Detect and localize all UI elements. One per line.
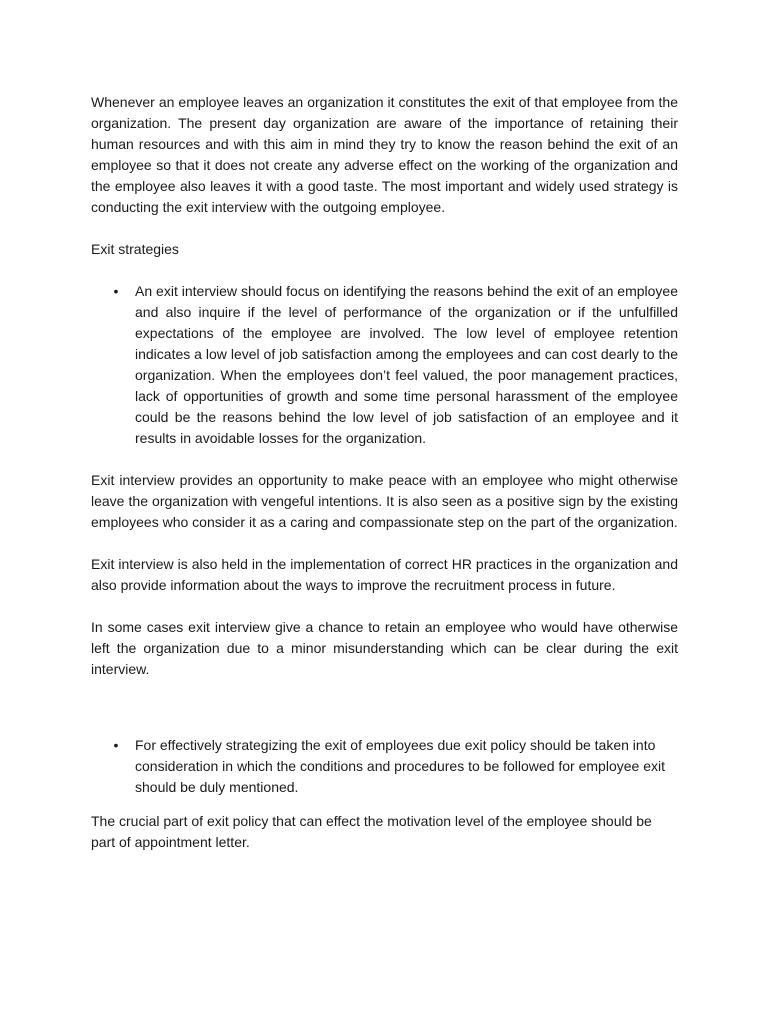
spacer xyxy=(91,218,678,239)
bullet-icon: • xyxy=(113,737,119,753)
closing-paragraph: The crucial part of exit policy that can effect the motivation level of the employee should be part of appointment letter. xyxy=(91,813,652,850)
section-heading: Exit strategies xyxy=(91,241,179,257)
paragraph-opportunity: Exit interview provides an opportunity to make peace with an employee who might otherwise leave the organization with vengeful intentions. It is also seen as a positive sign by the existing employees who consider it as a caring and compassionate step on the part of the organization. xyxy=(91,472,678,530)
spacer xyxy=(91,449,678,470)
spacer xyxy=(91,533,678,554)
bullet-list-1 xyxy=(91,281,678,449)
spacer xyxy=(91,260,678,281)
bullet-text: An exit interview should focus on identifying the reasons behind the exit of an employee and also inquire if the level of performance of the organization or if the unfulfilled expectations of the employee are involved. The low level of employee retention indicates a low level of job satisfaction among the employees and can cost dearly to the organization. When the employees don’t feel valued, the poor management practices, lack of opportunities of growth and some time personal harassment of the employee could be the reasons behind the low level of job satisfaction of an employee and it results in avoidable losses for the organization. xyxy=(135,283,678,446)
paragraph-retain: In some cases exit interview give a chance to retain an employee who would have otherwise left the organization due to a minor misunderstanding which can be clear during the exit interview. xyxy=(91,619,678,677)
list-item xyxy=(91,281,678,449)
list-item xyxy=(91,735,678,798)
intro-paragraph: Whenever an employee leaves an organization it constitutes the exit of that employee from the organization. The present day organization are aware of the importance of retaining their human resources and with this aim in mind they try to know the reason behind the exit of an employee so that it does not create any adverse effect on the working of the organization and the employee also leaves it with a good taste. The most important and widely used strategy is conducting the exit interview with the outgoing employee. xyxy=(91,94,678,215)
spacer xyxy=(91,798,678,811)
bullet-list-2 xyxy=(91,735,678,798)
spacer xyxy=(91,680,678,735)
spacer xyxy=(91,596,678,617)
bullet-icon: • xyxy=(113,283,119,299)
bullet-text: For effectively strategizing the exit of employees due exit policy should be taken into consideration in which the conditions and procedures to be followed for employee exit should be duly mentioned. xyxy=(135,737,665,795)
paragraph-hr-practices: Exit interview is also held in the implementation of correct HR practices in the organization and also provide information about the ways to improve the recruitment process in future. xyxy=(91,556,678,593)
document-page xyxy=(91,92,678,853)
